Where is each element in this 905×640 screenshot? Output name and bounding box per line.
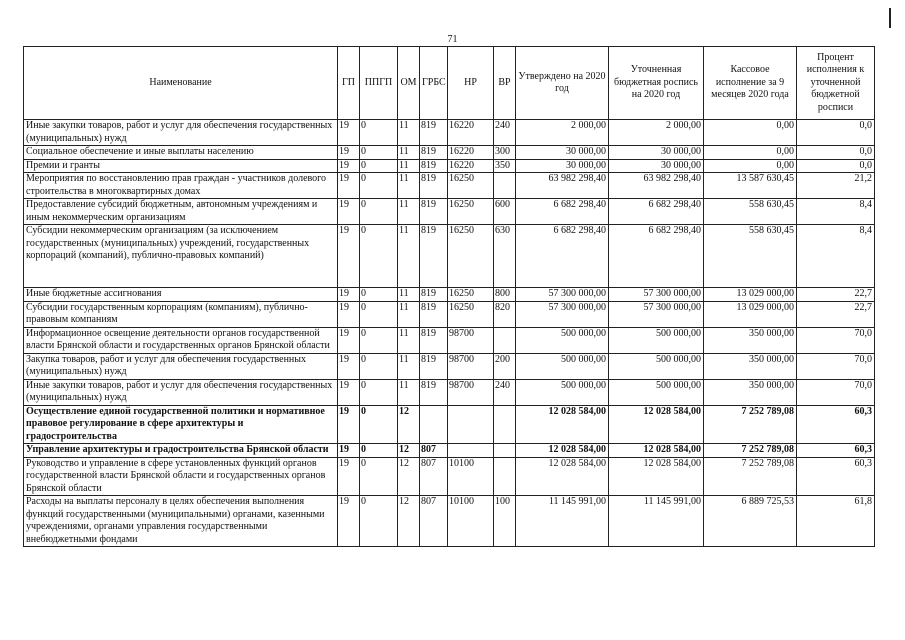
cell-nr: 98700: [448, 327, 494, 353]
cell-name: Осуществление единой государственной политики и нормативное правовое регулирование в сфере архитектуры и градостроительства: [24, 405, 338, 444]
cell-approved: 500 000,00: [516, 379, 609, 405]
cell-ppgp: 0: [360, 159, 398, 173]
cell-percent: 22,7: [797, 301, 875, 327]
cell-percent: 61,8: [797, 496, 875, 547]
cell-name: Субсидии некоммерческим организациям (за исключением государственных (муниципальных) учреждений, государственных корпораций (компаний), публично-правовых компаний): [24, 225, 338, 288]
cell-approved: 57 300 000,00: [516, 301, 609, 327]
cell-vr: 600: [494, 199, 516, 225]
cell-grbs: 819: [420, 146, 448, 160]
cell-approved: 12 028 584,00: [516, 444, 609, 458]
cell-om: 12: [398, 444, 420, 458]
cell-ppgp: 0: [360, 405, 398, 444]
cell-ppgp: 0: [360, 288, 398, 302]
cell-vr: [494, 173, 516, 199]
cell-grbs: 807: [420, 457, 448, 496]
cell-ppgp: 0: [360, 225, 398, 288]
header-percent: Процент исполнения к уточненной бюджетной росписи: [797, 47, 875, 120]
cell-om: 11: [398, 301, 420, 327]
cell-refined: 6 682 298,40: [609, 199, 704, 225]
cell-approved: 30 000,00: [516, 159, 609, 173]
cell-name: Мероприятия по восстановлению прав граждан - участников долевого строительства в многоквартирных домах: [24, 173, 338, 199]
cell-percent: 70,0: [797, 379, 875, 405]
cell-grbs: 819: [420, 379, 448, 405]
cell-vr: [494, 444, 516, 458]
cell-ppgp: 0: [360, 146, 398, 160]
cell-om: 12: [398, 457, 420, 496]
cell-refined: 500 000,00: [609, 379, 704, 405]
cell-approved: 6 682 298,40: [516, 199, 609, 225]
cell-cash: 350 000,00: [704, 379, 797, 405]
cell-om: 11: [398, 327, 420, 353]
cell-percent: 0,0: [797, 120, 875, 146]
cell-ppgp: 0: [360, 120, 398, 146]
cell-om: 11: [398, 379, 420, 405]
cell-percent: 70,0: [797, 327, 875, 353]
cell-name: Управление архитектуры и градостроительства Брянской области: [24, 444, 338, 458]
cell-cash: 13 029 000,00: [704, 288, 797, 302]
cell-ppgp: 0: [360, 444, 398, 458]
cell-nr: 16220: [448, 146, 494, 160]
cell-vr: 240: [494, 120, 516, 146]
cell-cash: 558 630,45: [704, 225, 797, 288]
cell-cash: 0,00: [704, 159, 797, 173]
table-row: [24, 301, 875, 327]
cell-grbs: 819: [420, 327, 448, 353]
table-row: [24, 146, 875, 160]
header-cash: Кассовое исполнение за 9 месяцев 2020 года: [704, 47, 797, 120]
cell-percent: 22,7: [797, 288, 875, 302]
cell-gp: 19: [338, 225, 360, 288]
cell-grbs: 807: [420, 496, 448, 547]
cell-percent: 21,2: [797, 173, 875, 199]
table-row: [24, 379, 875, 405]
table-row: [24, 199, 875, 225]
cell-gp: 19: [338, 444, 360, 458]
table-row: [24, 173, 875, 199]
cell-vr: [494, 405, 516, 444]
cell-nr: [448, 405, 494, 444]
cell-approved: 12 028 584,00: [516, 457, 609, 496]
cell-grbs: 819: [420, 301, 448, 327]
cell-name: Закупка товаров, работ и услуг для обеспечения государственных (муниципальных) нужд: [24, 353, 338, 379]
cell-nr: 16250: [448, 301, 494, 327]
cell-om: 11: [398, 159, 420, 173]
cell-percent: 8,4: [797, 225, 875, 288]
header-grbs: ГРБС: [420, 47, 448, 120]
cell-approved: 6 682 298,40: [516, 225, 609, 288]
cell-gp: 19: [338, 288, 360, 302]
cell-refined: 500 000,00: [609, 327, 704, 353]
cell-om: 12: [398, 405, 420, 444]
cell-grbs: 819: [420, 288, 448, 302]
scan-edge-mark: [889, 8, 891, 28]
cell-name: Социальное обеспечение и иные выплаты населению: [24, 146, 338, 160]
cell-gp: 19: [338, 327, 360, 353]
cell-ppgp: 0: [360, 199, 398, 225]
cell-name: Руководство и управление в сфере установленных функций органов государственной власти Брянской области и государственных органов Брянской области: [24, 457, 338, 496]
cell-grbs: 819: [420, 159, 448, 173]
cell-grbs: [420, 405, 448, 444]
cell-grbs: 819: [420, 120, 448, 146]
cell-approved: 500 000,00: [516, 353, 609, 379]
budget-table: [23, 46, 875, 547]
header-refined: Уточненная бюджетная роспись на 2020 год: [609, 47, 704, 120]
cell-cash: 7 252 789,08: [704, 405, 797, 444]
cell-name: Субсидии государственным корпорациям (компаниям), публично-правовым компаниям: [24, 301, 338, 327]
cell-refined: 57 300 000,00: [609, 288, 704, 302]
cell-om: 11: [398, 199, 420, 225]
cell-cash: 7 252 789,08: [704, 444, 797, 458]
cell-nr: [448, 444, 494, 458]
cell-grbs: 819: [420, 225, 448, 288]
cell-om: 11: [398, 288, 420, 302]
cell-refined: 12 028 584,00: [609, 457, 704, 496]
cell-refined: 11 145 991,00: [609, 496, 704, 547]
cell-name: Расходы на выплаты персоналу в целях обеспечения выполнения функций государственными (муниципальными) органами, казенными учреждениями, органами управления государственными внебюджетными фондами: [24, 496, 338, 547]
cell-approved: 12 028 584,00: [516, 405, 609, 444]
cell-om: 11: [398, 173, 420, 199]
table-row: [24, 327, 875, 353]
cell-vr: [494, 457, 516, 496]
cell-ppgp: 0: [360, 496, 398, 547]
cell-name: Иные закупки товаров, работ и услуг для обеспечения государственных (муниципальных) нужд: [24, 120, 338, 146]
table-row: [24, 444, 875, 458]
cell-gp: 19: [338, 457, 360, 496]
cell-om: 11: [398, 146, 420, 160]
cell-refined: 57 300 000,00: [609, 301, 704, 327]
cell-om: 11: [398, 120, 420, 146]
cell-vr: 300: [494, 146, 516, 160]
cell-approved: 57 300 000,00: [516, 288, 609, 302]
cell-nr: 10100: [448, 496, 494, 547]
cell-gp: 19: [338, 353, 360, 379]
cell-gp: 19: [338, 120, 360, 146]
cell-approved: 63 982 298,40: [516, 173, 609, 199]
cell-gp: 19: [338, 379, 360, 405]
cell-ppgp: 0: [360, 379, 398, 405]
table-header-row: [24, 47, 875, 120]
header-ppgp: ППГП: [360, 47, 398, 120]
cell-vr: 240: [494, 379, 516, 405]
cell-name: Предоставление субсидий бюджетным, автономным учреждениям и иным некоммерческим организациям: [24, 199, 338, 225]
header-om: ОМ: [398, 47, 420, 120]
cell-gp: 19: [338, 199, 360, 225]
cell-refined: 30 000,00: [609, 159, 704, 173]
cell-grbs: 819: [420, 173, 448, 199]
header-nr: НР: [448, 47, 494, 120]
table-row: [24, 225, 875, 288]
cell-cash: 13 587 630,45: [704, 173, 797, 199]
cell-refined: 12 028 584,00: [609, 405, 704, 444]
cell-gp: 19: [338, 301, 360, 327]
cell-name: Иные бюджетные ассигнования: [24, 288, 338, 302]
cell-vr: 200: [494, 353, 516, 379]
cell-percent: 60,3: [797, 444, 875, 458]
cell-percent: 8,4: [797, 199, 875, 225]
cell-nr: 10100: [448, 457, 494, 496]
cell-refined: 500 000,00: [609, 353, 704, 379]
cell-refined: 2 000,00: [609, 120, 704, 146]
cell-gp: 19: [338, 146, 360, 160]
cell-vr: 800: [494, 288, 516, 302]
cell-nr: 98700: [448, 353, 494, 379]
cell-percent: 70,0: [797, 353, 875, 379]
cell-vr: 100: [494, 496, 516, 547]
cell-cash: 0,00: [704, 120, 797, 146]
table-row: [24, 159, 875, 173]
cell-cash: 350 000,00: [704, 353, 797, 379]
cell-om: 12: [398, 496, 420, 547]
cell-vr: 350: [494, 159, 516, 173]
table-row: [24, 496, 875, 547]
cell-gp: 19: [338, 496, 360, 547]
header-gp: ГП: [338, 47, 360, 120]
cell-gp: 19: [338, 405, 360, 444]
cell-om: 11: [398, 353, 420, 379]
cell-gp: 19: [338, 173, 360, 199]
cell-approved: 11 145 991,00: [516, 496, 609, 547]
cell-cash: 13 029 000,00: [704, 301, 797, 327]
cell-refined: 30 000,00: [609, 146, 704, 160]
table-row: [24, 353, 875, 379]
cell-cash: 558 630,45: [704, 199, 797, 225]
cell-nr: 16250: [448, 199, 494, 225]
cell-vr: 630: [494, 225, 516, 288]
cell-refined: 6 682 298,40: [609, 225, 704, 288]
cell-gp: 19: [338, 159, 360, 173]
cell-grbs: 819: [420, 199, 448, 225]
cell-vr: 820: [494, 301, 516, 327]
header-vr: ВР: [494, 47, 516, 120]
cell-om: 11: [398, 225, 420, 288]
cell-nr: 16220: [448, 120, 494, 146]
cell-cash: 0,00: [704, 146, 797, 160]
cell-refined: 12 028 584,00: [609, 444, 704, 458]
cell-name: Информационное освещение деятельности органов государственной власти Брянской области и государственных органов Брянской области: [24, 327, 338, 353]
header-approved: Утверждено на 2020 год: [516, 47, 609, 120]
cell-percent: 60,3: [797, 405, 875, 444]
cell-ppgp: 0: [360, 353, 398, 379]
cell-vr: [494, 327, 516, 353]
cell-grbs: 807: [420, 444, 448, 458]
cell-nr: 16250: [448, 173, 494, 199]
cell-name: Премии и гранты: [24, 159, 338, 173]
cell-refined: 63 982 298,40: [609, 173, 704, 199]
table-row: [24, 457, 875, 496]
cell-percent: 60,3: [797, 457, 875, 496]
cell-percent: 0,0: [797, 159, 875, 173]
cell-nr: 98700: [448, 379, 494, 405]
cell-approved: 500 000,00: [516, 327, 609, 353]
cell-nr: 16250: [448, 288, 494, 302]
cell-ppgp: 0: [360, 301, 398, 327]
cell-ppgp: 0: [360, 173, 398, 199]
cell-ppgp: 0: [360, 457, 398, 496]
table-row: [24, 405, 875, 444]
cell-percent: 0,0: [797, 146, 875, 160]
cell-approved: 30 000,00: [516, 146, 609, 160]
cell-cash: 6 889 725,53: [704, 496, 797, 547]
cell-approved: 2 000,00: [516, 120, 609, 146]
cell-cash: 350 000,00: [704, 327, 797, 353]
cell-nr: 16250: [448, 225, 494, 288]
cell-ppgp: 0: [360, 327, 398, 353]
cell-nr: 16220: [448, 159, 494, 173]
cell-grbs: 819: [420, 353, 448, 379]
cell-name: Иные закупки товаров, работ и услуг для обеспечения государственных (муниципальных) нужд: [24, 379, 338, 405]
page-number: 71: [447, 34, 458, 45]
cell-cash: 7 252 789,08: [704, 457, 797, 496]
table-row: [24, 120, 875, 146]
header-name: Наименование: [24, 47, 338, 120]
table-row: [24, 288, 875, 302]
